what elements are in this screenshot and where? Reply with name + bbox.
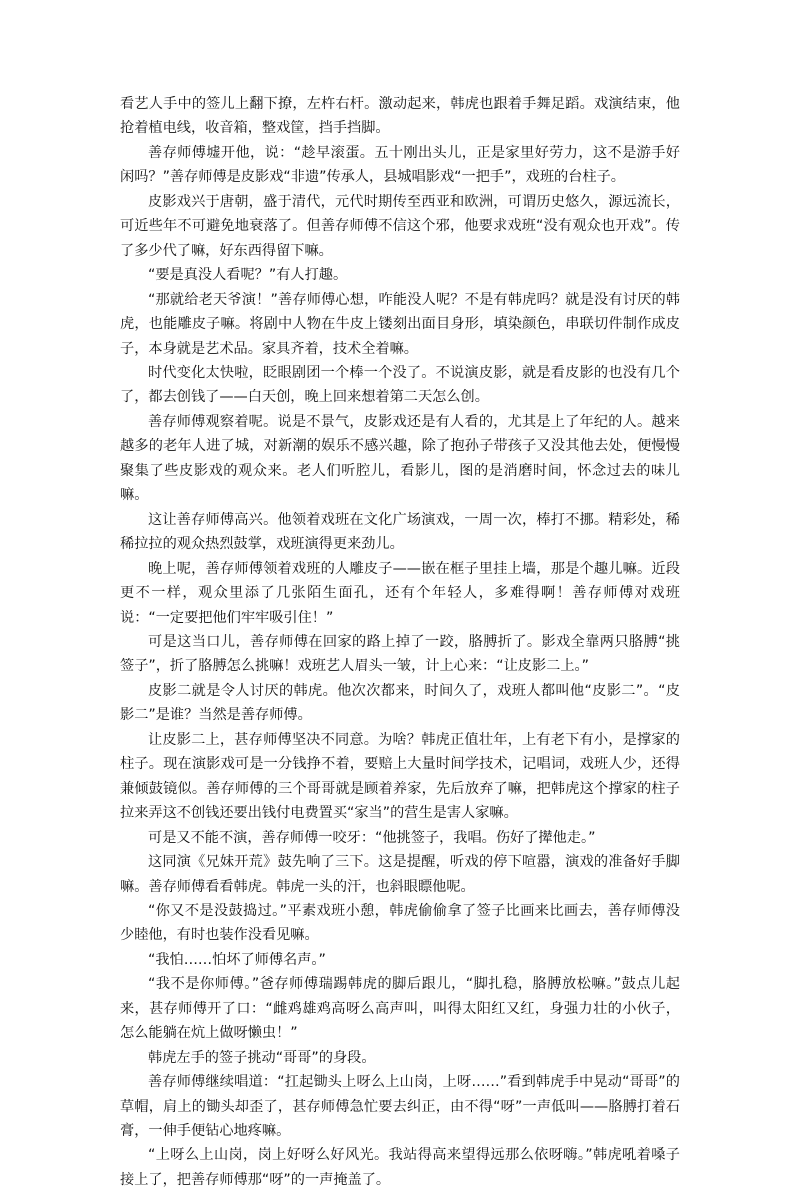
paragraph: 这同演《兄妹开荒》鼓先响了三下。这是提醒，听戏的停下喧嚣，演戏的准备好手脚嘛。善存师傅看看韩虎。韩虎一头的汗，也斜眼瞟他呢。 xyxy=(120,854,680,895)
paragraph: 皮影二就是令人讨厌的韩虎。他次次都来，时间久了，戏班人都叫他“皮影二”。“皮影二”是谁？当然是善存师傅。 xyxy=(120,682,680,724)
paragraph: “你又不是没鼓捣过。”平素戏班小憩，韩虎偷偷拿了签子比画来比画去，善存师傅没少睦他，有时也装作没看见嘛。 xyxy=(120,902,680,944)
paragraph: 善存师傅观察着呢。说是不景气，皮影戏还是有人看的，尤其是上了年纪的人。越来越多的老年人进了城，对新潮的娱乐不感兴趣，除了抱孙子带孩子又没其他去处，便慢慢聚集了些皮影戏的观众来。老人们听腔儿，看影儿，图的是消磨时间，怀念过去的味儿嘛。 xyxy=(120,413,680,504)
paragraph: 皮影戏兴于唐朝，盛于清代，元代时期传至西亚和欧洲，可谓历史悠久，源远流长，可近些年不可避免地衰落了。但善存师傅不信这个邪，他要求戏班“没有观众也开戏”。传了多少代了嘛，好东西得留下嘛。 xyxy=(120,193,680,259)
paragraph: 善存师傅墟开他，说：“趁早滚蛋。五十刚出头儿，正是家里好劳力，这不是游手好闲吗？”善存师傅是皮影戏“非遗”传承人，县城唱影戏“一把手”，戏班的台柱子。 xyxy=(120,144,680,186)
paragraph: 晚上呢，善存师傅领着戏班的人雕皮子——嵌在框子里挂上墙，那是个趣儿嘛。近段更不一样，观众里添了几张陌生面孔，还有个年轻人，多难得啊！善存师傅对戏班说：“一定要把他们牢牢吸引住！” xyxy=(120,560,680,626)
paragraph: “上呀么上山岗，岗上好呀么好风光。我站得高来望得远那么依呀嗨。”韩虎吼着嗓子接上了，把善存师傅那“呀”的一声掩盖了。 xyxy=(120,1147,680,1188)
paragraph: “那就给老天爷演！”善存师傅心想，咋能没人呢？不是有韩虎吗？就是没有讨厌的韩虎，也能雕皮子嘛。将剧中人物在牛皮上镂刻出面目身形，填染颜色，串联切件制作成皮子，本身就是艺术品。家具齐着，技术全着嘛。 xyxy=(120,291,680,357)
paragraph: 看艺人手中的签儿上翻下撩，左杵右杆。激动起来，韩虎也跟着手舞足蹈。戏演结束，他抢着植电线，收音箱，整戏筐，挡手挡脚。 xyxy=(120,96,680,137)
paragraph: “我怕……怕坏了师傅名声。” xyxy=(148,951,326,968)
paragraph: 时代变化太快啦，眨眼剧团一个棒一个没了。不说演皮影，就是看皮影的也没有几个了，都去创钱了——白天创，晚上回来想着第二天怎么创。 xyxy=(120,364,680,406)
paragraph: 可是这当口儿，善存师傅在回家的路上掉了一跤，胳膊折了。影戏全靠两只胳膊“挑签子”，折了胳膊怎么挑嘛！戏班艺人眉头一皱，计上心来：“让皮影二上。” xyxy=(120,633,680,675)
paragraph: 韩虎左手的签子挑动“哥哥”的身段。 xyxy=(148,1049,376,1066)
paragraph: 可是又不能不演，善存师傅一咬牙：“他挑签子，我唱。伤好了撵他走。” xyxy=(148,829,596,846)
document-page xyxy=(120,92,680,1192)
paragraph: “我不是你师傅。”爸存师傅瑞踢韩虎的脚后跟儿，“脚扎稳，胳膊放松嘛。”鼓点儿起来，甚存师傅开了口：“雌鸡雄鸡高呀么高声叫，叫得太阳红又红，身强力壮的小伙子，怎么能躺在炕上做呀懒虫！” xyxy=(120,976,680,1042)
paragraph: “要是真没人看呢？”有人打趣。 xyxy=(148,267,348,284)
paragraph: 善存师傅继续唱道：“扛起锄头上呀么上山岗，上呀……”看到韩虎手中晃动“哥哥”的草帽，肩上的锄头却歪了，甚存师傅急忙要去纠正，由不得“呀”一声低叫——胳膊打着石膏，一伸手便钻心地疼嘛。 xyxy=(120,1074,680,1140)
paragraph: 让皮影二上，甚存师傅坚决不同意。为啥？韩虎正值壮年，上有老下有小，是撑家的柱子。现在演影戏可是一分钱挣不着，要赔上大量时间学技术，记唱词，戏班人少，还得兼倾鼓镜似。善存师傅的三个哥哥就是顾着养家，先后放弃了嘛，把韩虎这个撑家的柱子拉来弄这不创钱还要出钱付电费置买“家当”的营生是害人家嘛。 xyxy=(120,731,680,822)
paragraph: 这让善存师傅高兴。他领着戏班在文化广场演戏，一周一次，棒打不挪。精彩处，稀稀拉拉的观众热烈鼓掌，戏班演得更来劲儿。 xyxy=(120,511,680,553)
